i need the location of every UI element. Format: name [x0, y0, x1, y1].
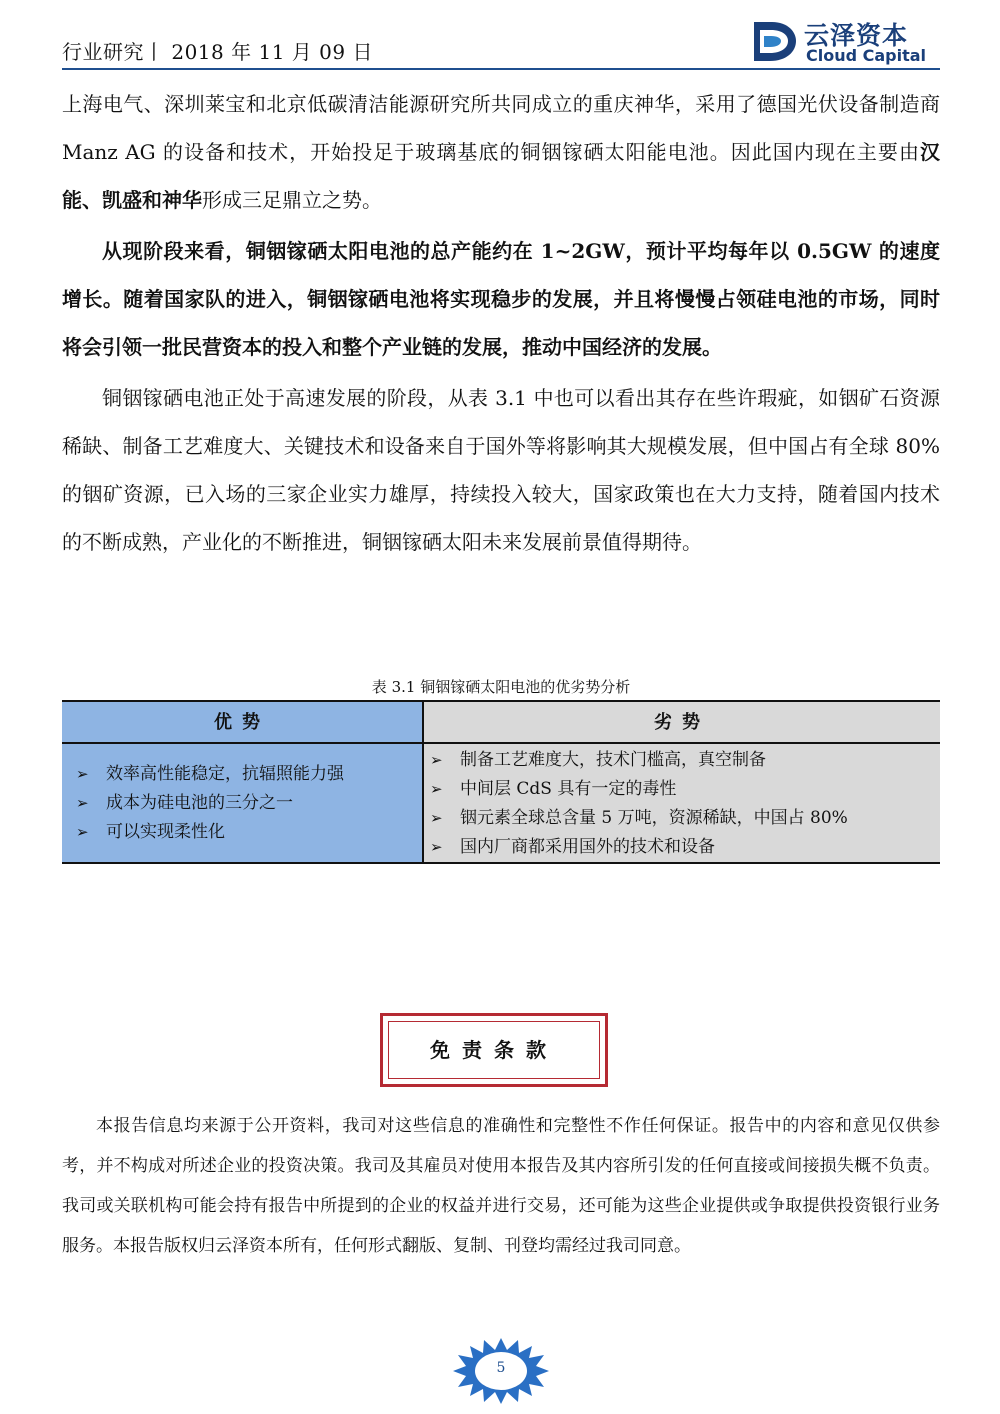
- list-item: ➢ 国内厂商都采用国外的技术和设备: [424, 833, 940, 862]
- disclaimer-title-box: [380, 1013, 608, 1087]
- table-header-disadvantages: 劣势: [424, 702, 940, 744]
- disadvantages-cell: [424, 744, 940, 862]
- arrow-bullet-icon: ➢: [430, 751, 443, 769]
- arrow-bullet-icon: ➢: [76, 823, 89, 841]
- disclaimer-title: 免责条款: [388, 1021, 600, 1079]
- table-header-advantages: 优势: [62, 702, 424, 744]
- list-item: ➢ 制备工艺难度大，技术门槛高，真空制备: [424, 746, 940, 775]
- list-item: ➢ 效率高性能稳定，抗辐照能力强: [62, 760, 422, 789]
- paragraph-3: 铜铟镓硒电池正处于高速发展的阶段，从表 3.1 中也可以看出其存在些许瑕疵，如铟矿石资源稀缺、制备工艺难度大、关键技术和设备来自于国外等将影响其大规模发展，但中国占有全球 80%的铟矿资源，已入场的三家企业实力雄厚，持续投入较大，国家政策也在大力支持，随着国内技术的不断成熟，产业化的不断推进，铜铟镓硒太阳未来发展前景值得期待。: [62, 386, 940, 554]
- disclaimer-body: [62, 1106, 940, 1266]
- paragraph-1: [62, 80, 940, 224]
- report-body: [62, 80, 940, 566]
- paragraph-2-bold: 从现阶段来看，铜铟镓硒太阳电池的总产能约在 1~2GW，预计平均每年以 0.5GW 的速度增长。随着国家队的进入，铜铟镓硒电池将实现稳步的发展，并且将慢慢占领硅电池的市场，同时将会引领一批民营资本的投入和整个产业链的发展，推动中国经济的发展。: [62, 239, 940, 359]
- paragraph-1-tail: 形成三足鼎立之势。: [202, 188, 382, 212]
- paragraph-1-bold-companies: 汉能、凯盛和神华: [62, 140, 940, 212]
- page-number: 5: [496, 1360, 506, 1376]
- header-title: 行业研究丨 2018 年 11 月 09 日: [62, 40, 373, 64]
- cloud-capital-logo-icon: [750, 16, 800, 66]
- header-divider: [62, 68, 940, 70]
- page-header: [62, 16, 940, 70]
- advantages-disadvantages-table: [62, 700, 940, 864]
- list-item: ➢ 成本为硅电池的三分之一: [62, 789, 422, 818]
- advantages-list: [62, 744, 422, 847]
- paragraph-1-text: 上海电气、深圳莱宝和北京低碳清洁能源研究所共同成立的重庆神华，采用了德国光伏设备制造商 Manz AG 的设备和技术，开始投足于玻璃基底的铜铟镓硒太阳能电池。因此国内现在主要由: [62, 92, 940, 164]
- list-item: ➢ 铟元素全球总含量 5 万吨，资源稀缺，中国占 80%: [424, 804, 940, 833]
- arrow-bullet-icon: ➢: [430, 838, 443, 856]
- advantages-cell: [62, 744, 424, 862]
- page-number-badge: [452, 1336, 550, 1406]
- arrow-bullet-icon: ➢: [430, 780, 443, 798]
- disclaimer-paragraph: 本报告信息均来源于公开资料，我司对这些信息的准确性和完整性不作任何保证。报告中的内容和意见仅供参考，并不构成对所述企业的投资决策。我司及其雇员对使用本报告及其内容所引发的任何直接或间接损失概不负责。我司或关联机构可能会持有报告中所提到的企业的权益并进行交易，还可能为这些企业提供或争取提供投资银行业务服务。本报告版权归云泽资本所有，任何形式翻版、复制、刊登均需经过我司同意。: [62, 1116, 940, 1256]
- logo-chinese-text: 云泽资本: [804, 21, 909, 50]
- company-logo: [750, 16, 940, 66]
- logo-english-text: Cloud Capital: [806, 46, 927, 65]
- arrow-bullet-icon: ➢: [430, 809, 443, 827]
- list-item: ➢ 中间层 CdS 具有一定的毒性: [424, 775, 940, 804]
- disadvantages-list: [424, 744, 940, 862]
- list-item: ➢ 可以实现柔性化: [62, 818, 422, 847]
- arrow-bullet-icon: ➢: [76, 765, 89, 783]
- table-caption: 表 3.1 铜铟镓硒太阳电池的优劣势分析: [371, 678, 631, 696]
- arrow-bullet-icon: ➢: [76, 794, 89, 812]
